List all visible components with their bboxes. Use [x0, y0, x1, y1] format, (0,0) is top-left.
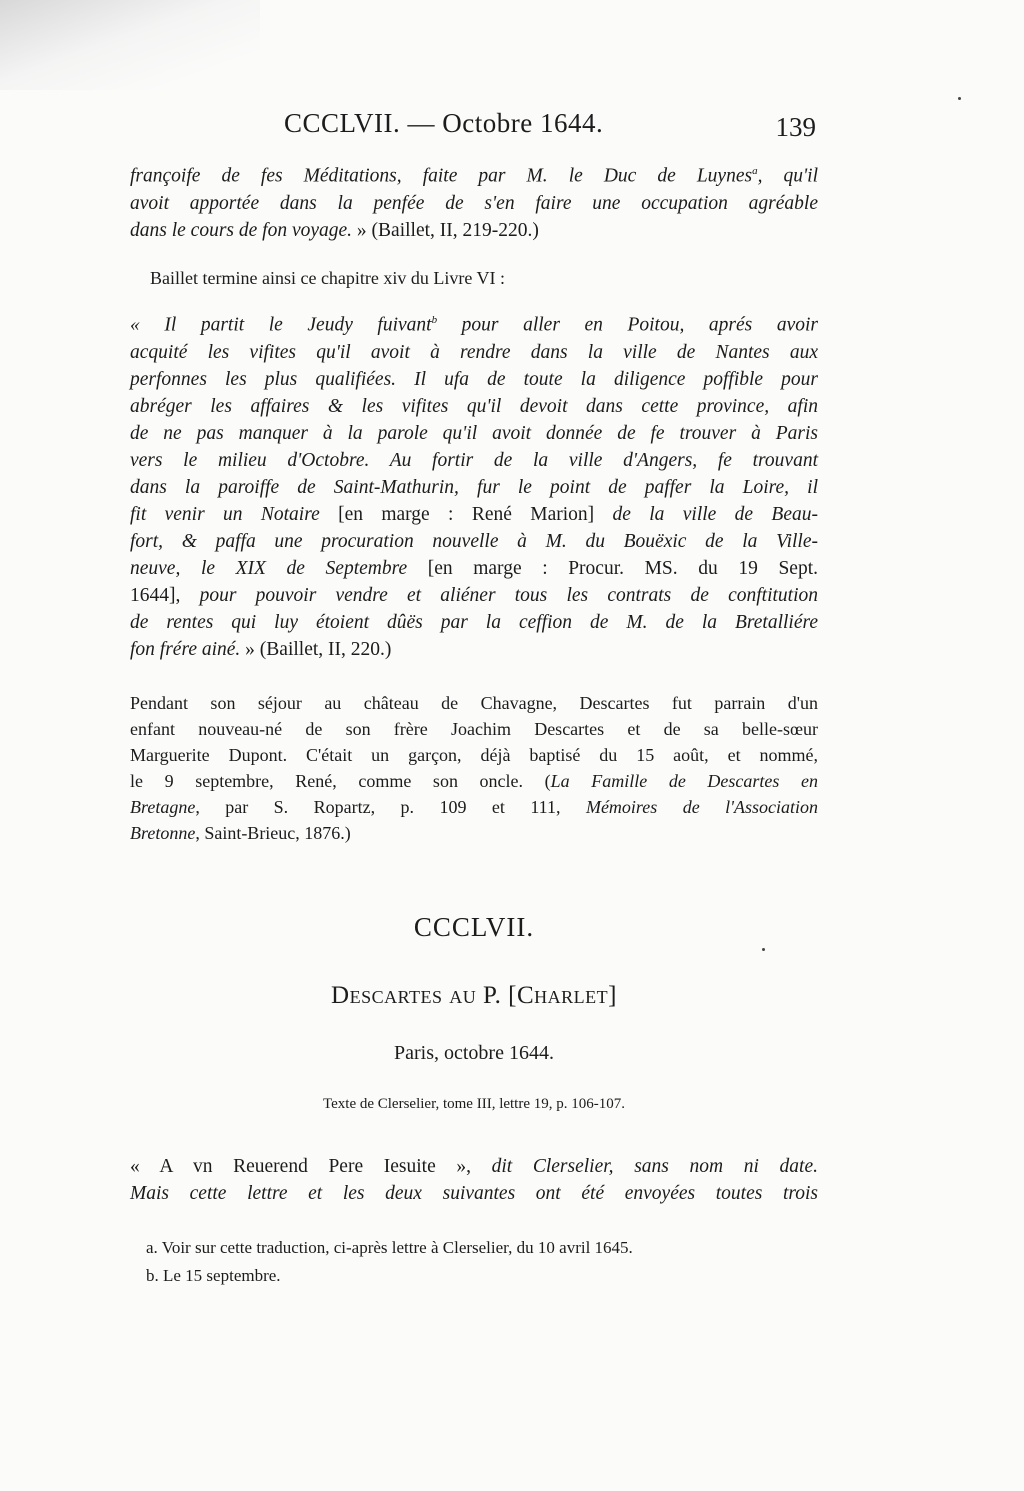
margin-note-end: 1644],: [130, 584, 200, 606]
letter-number: CCCLVII.: [413, 912, 535, 942]
text-line: acquité les vifites qu'il avoit à rendre dans la ville de Nantes aux: [130, 341, 818, 363]
page-number: 139: [775, 112, 816, 142]
book-title: Bretagne: [130, 797, 196, 817]
text-line: « Il partit le Jeudy fuivant: [130, 314, 432, 336]
letter-source: Texte de Clerselier, tome III, lettre 19, p. 106-107.: [323, 1096, 625, 1112]
journal-title: Bretonne: [130, 823, 196, 843]
text-line: fon frére ainé.: [130, 638, 241, 660]
paragraph-letter-intro: [130, 1153, 818, 1207]
text-line: dans la paroiffe de Saint-Mathurin, fur le point de paffer la Loire, il: [130, 476, 818, 498]
text-line: pour pouvoir vendre et aliéner tous les contrats de conftitution: [199, 584, 818, 606]
text-line: françoife de fes Méditations, faite par M. le Duc de Luynes: [130, 165, 753, 187]
footnote: b. Le 15 septembre.: [146, 1266, 281, 1285]
book-title: La Famille de Descartes en: [550, 771, 818, 791]
speck: [958, 97, 961, 100]
text-line: neuve, le XIX de Septembre: [130, 557, 408, 579]
citation: » (Baillet, II, 219-220.): [352, 219, 539, 241]
margin-note: [en marge : René Marion]: [319, 503, 613, 525]
header-title: CCCLVII. — Octobre 1644.: [284, 108, 604, 138]
text-line: Mais cette lettre et les deux suivantes ont été envoyées toutes trois: [130, 1183, 818, 1204]
footnote: a. Voir sur cette traduction, ci-après lettre à Clerselier, du 10 avril 1645.: [146, 1238, 633, 1257]
text-line: , qu'il: [757, 165, 818, 187]
text-line: le 9 septembre, René, comme son oncle. (: [130, 771, 551, 791]
text-line: , par S. Ropartz, p. 109 et 111,: [195, 797, 586, 817]
paragraph-intro: Baillet termine ainsi ce chapitre xiv du Livre VI :: [150, 268, 506, 288]
text-line: de rentes qui luy étoient dûës par la ceffion de M. de la Bretalliére: [130, 611, 818, 633]
speck: [762, 948, 765, 951]
paragraph-quote-end: [130, 158, 818, 244]
text-line: Marguerite Dupont. C'était un garçon, déjà baptisé du 15 août, et nommé,: [130, 745, 818, 765]
page-edge-shadow: [0, 0, 260, 90]
citation: » (Baillet, II, 220.): [240, 638, 392, 660]
footnote-marker: a: [752, 165, 758, 177]
letter-place-date: Paris, octobre 1644.: [394, 1042, 554, 1064]
paragraph-baillet-quote: [130, 307, 818, 663]
text-line: dit Clerselier, sans nom ni date.: [491, 1156, 818, 1177]
text-line: fort, & paffa une procuration nouvelle à M. du Bouëxic de la Ville-: [130, 530, 818, 552]
text-line: Pendant son séjour au château de Chavagne, Descartes fut parrain d'un: [130, 693, 818, 713]
journal-title: Mémoires de l'Association: [585, 797, 818, 817]
text-line: fit venir un Notaire: [130, 503, 320, 525]
text-line: pour aller en Poitou, aprés avoir: [437, 314, 818, 336]
text-line: perfonnes les plus qualifiées. Il ufa de toute la diligence poffible pour: [130, 368, 818, 390]
footnotes: [146, 1234, 818, 1290]
paragraph-commentary: [130, 690, 818, 846]
text-line: de ne pas manquer à la parole qu'il avoit donnée de fe trouver à Paris: [130, 422, 818, 444]
margin-note: [en marge : Procur. MS. du 19 Sept.: [407, 557, 819, 579]
text-line: enfant nouveau-né de son frère Joachim Descartes et de sa belle-sœur: [130, 719, 818, 739]
text-line: vers le milieu d'Octobre. Au fortir de la ville d'Angers, fe trouvant: [130, 449, 818, 471]
text-line: dans le cours de fon voyage.: [130, 219, 353, 241]
text-line: de la ville de Beau-: [612, 503, 818, 525]
text-line: « A vn Reuerend Pere Iesuite »,: [130, 1156, 492, 1177]
text-line: , Saint-Brieuc, 1876.): [195, 823, 351, 843]
text-line: abréger les affaires & les vifites qu'il devoit dans cette province, afin: [130, 395, 818, 417]
text-line: avoit apportée dans la penfée de s'en faire une occupation agréable: [130, 192, 818, 214]
letter-heading: Descartes au P. [Charlet]: [331, 982, 617, 1009]
running-header: [130, 108, 818, 148]
footnote-marker: b: [431, 314, 438, 326]
